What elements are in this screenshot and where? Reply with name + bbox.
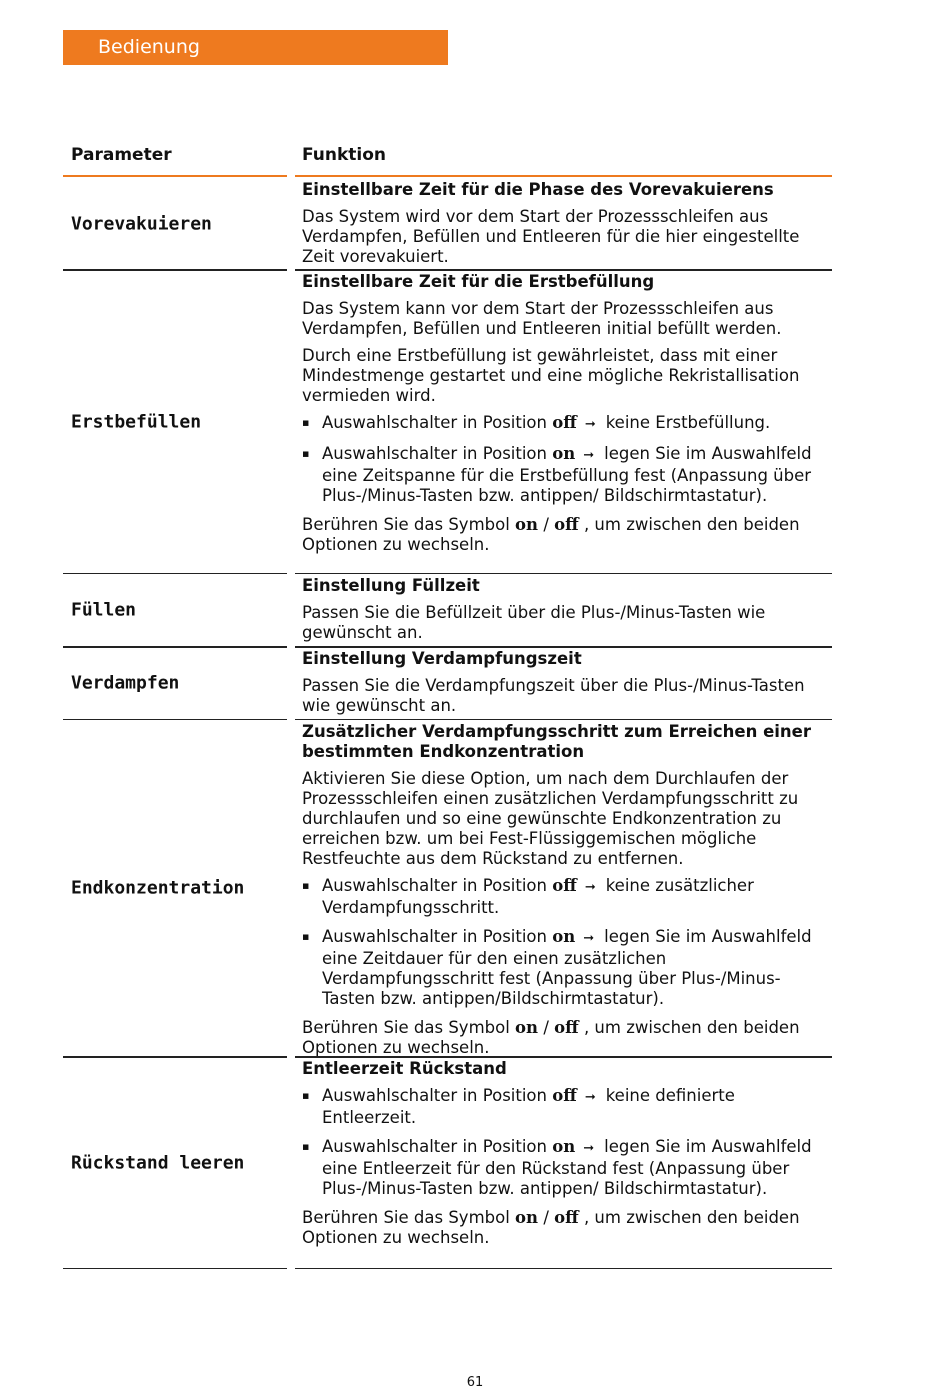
row-rule-param [63,1268,287,1269]
option-prefix: Auswahlschalter in Position [322,1137,547,1156]
column-header-function: Funktion [302,145,387,165]
option-item [302,1086,832,1128]
parameter-name: Erstbefüllen [71,411,202,432]
symbol-separator: / [543,515,549,534]
row-rule-func [295,573,832,574]
off-symbol: off [554,1018,579,1037]
toggle-hint [302,1018,832,1058]
option-item [302,927,832,1009]
header-rule-param [63,175,287,177]
function-description [302,1059,832,1255]
toggle-hint [302,1208,832,1248]
row-rule-param [63,719,287,720]
on-symbol: on [515,1018,539,1037]
parameter-name: Rückstand leeren [71,1152,245,1173]
hint-prefix: Berühren Sie das Symbol [302,1018,510,1037]
switch-position: off [552,413,577,432]
option-text: keine Erstbefüllung. [605,413,771,432]
off-symbol: off [554,1208,579,1227]
parameter-name: Füllen [71,599,137,621]
option-item [302,444,832,506]
symbol-separator: / [543,1018,549,1037]
function-description [302,649,832,723]
function-title: Einstellung Verdampfungszeit [302,649,582,668]
toggle-hint [302,515,832,555]
switch-position: on [552,927,576,946]
option-item [302,1137,832,1199]
switch-position: off [552,1086,577,1105]
option-text: legen Sie im Auswahlfeld eine Zeitspanne für die Erstbefüllung fest (Anpassung über Plus-/Minus-Tasten bzw. antippen/ Bildschirmtastatur). [322,444,812,505]
function-paragraph: Durch eine Erstbefüllung ist gewährleistet, dass mit einer Mindestmenge gestartet und eine mögliche Rekristallisation vermieden wird. [302,346,800,405]
function-title: Einstellung Füllzeit [302,576,480,595]
function-paragraph: Passen Sie die Verdampfungszeit über die Plus-/Minus-Tasten wie gewünscht an. [302,676,805,715]
row-rule-func [295,1056,832,1058]
row-rule-param [63,1056,287,1058]
function-paragraph: Das System wird vor dem Start der Prozessschleifen aus Verdampfen, Befüllen und Entleeren für die hier eingestellte Zeit vorevakuiert. [302,207,800,266]
switch-position: on [552,1137,576,1156]
option-list [302,413,832,506]
function-description [302,272,832,562]
option-prefix: Auswahlschalter in Position [322,444,547,463]
option-prefix: Auswahlschalter in Position [322,413,547,432]
header-rule-func [295,175,832,177]
on-symbol: on [515,1208,539,1227]
hint-prefix: Berühren Sie das Symbol [302,1208,510,1227]
switch-position: on [552,444,576,463]
option-prefix: Auswahlschalter in Position [322,876,547,895]
option-list [302,1086,832,1199]
function-title: Entleerzeit Rückstand [302,1059,507,1078]
function-title: Zusätzlicher Verdampfungsschritt zum Erreichen einer bestimmten Endkonzentration [302,722,811,761]
function-paragraph: Passen Sie die Befüllzeit über die Plus-/Minus-Tasten wie gewünscht an. [302,603,766,642]
arrow-right-icon: ➞ [584,417,596,432]
arrow-right-icon: ➞ [584,880,596,895]
row-rule-func [295,719,832,720]
function-description [302,180,832,274]
row-rule-func [295,1268,832,1269]
arrow-right-icon: ➞ [584,1090,596,1105]
row-rule-param [63,269,287,271]
function-description [302,722,832,1065]
hint-suffix: , um zwischen den beiden Optionen zu wechseln. [302,515,800,554]
column-header-parameter: Parameter [71,145,172,165]
on-symbol: on [515,515,539,534]
arrow-right-icon: ➞ [583,931,595,946]
option-item [302,876,832,918]
option-text: keine zusätzlicher Verdampfungsschritt. [322,876,754,917]
page-number: 61 [466,1375,484,1390]
function-paragraph: Das System kann vor dem Start der Prozessschleifen aus Verdampfen, Befüllen und Entleeren initial befüllt werden. [302,299,782,338]
function-title: Einstellbare Zeit für die Erstbefüllung [302,272,655,291]
option-text: keine definierte Entleerzeit. [322,1086,735,1127]
option-item [302,413,832,435]
section-header: Bedienung [63,30,448,65]
arrow-right-icon: ➞ [583,448,595,463]
arrow-right-icon: ➞ [583,1141,595,1156]
off-symbol: off [554,515,579,534]
hint-suffix: , um zwischen den beiden Optionen zu wechseln. [302,1208,800,1247]
row-rule-func [295,646,832,648]
option-text: legen Sie im Auswahlfeld eine Zeitdauer für den einen zusätzlichen Verdampfungsschritt fest (Anpassung über Plus-/Minus-Tasten bzw. antippen/Bildschirmtastatur). [322,927,812,1008]
option-prefix: Auswahlschalter in Position [322,1086,547,1105]
row-rule-param [63,573,287,574]
parameter-name: Vorevakuieren [71,213,212,234]
option-prefix: Auswahlschalter in Position [322,927,547,946]
parameter-name: Verdampfen [71,672,180,694]
option-list [302,876,832,1009]
hint-prefix: Berühren Sie das Symbol [302,515,510,534]
row-rule-param [63,646,287,648]
parameter-name: Endkonzentration [71,877,245,899]
function-paragraph: Aktivieren Sie diese Option, um nach dem Durchlaufen der Prozessschleifen einen zusätzlichen Verdampfungsschritt zu durchlaufen und so eine gewünschte Endkonzentration zu erreichen bzw. um bei Fest-Flüssiggemischen mögliche Restfeuchte aus dem Rückstand zu entfernen. [302,769,799,868]
hint-suffix: , um zwischen den beiden Optionen zu wechseln. [302,1018,800,1057]
function-description [302,576,832,650]
symbol-separator: / [543,1208,549,1227]
switch-position: off [552,876,577,895]
function-title: Einstellbare Zeit für die Phase des Vorevakuierens [302,180,774,199]
row-rule-func [295,269,832,271]
option-text: legen Sie im Auswahlfeld eine Entleerzeit für den Rückstand fest (Anpassung über Plus-/Minus-Tasten bzw. antippen/ Bildschirmtastatur). [322,1137,812,1198]
